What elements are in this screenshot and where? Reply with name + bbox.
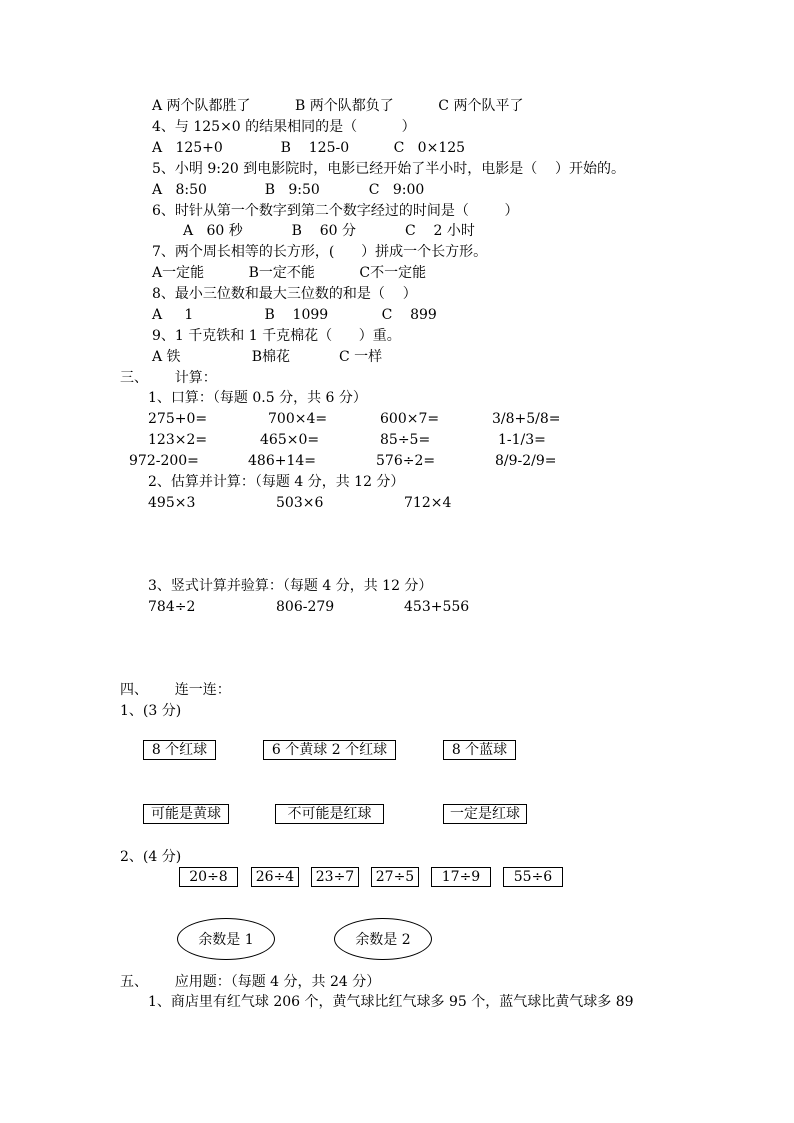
oral-item: 85÷5= bbox=[380, 432, 431, 448]
match-box-top[interactable]: 6 个黄球 2 个红球 bbox=[263, 740, 396, 760]
oral-item: 486+14= bbox=[248, 453, 316, 469]
q9-stem: 9、1 千克铁和 1 千克棉花（ ）重。 bbox=[152, 328, 401, 344]
division-box[interactable]: 26÷4 bbox=[251, 867, 299, 887]
section5-title: 五、 应用题：（每题 4 分，共 24 分） bbox=[120, 974, 381, 990]
q6-stem: 6、时针从第一个数字到第二个数字经过的时间是（ ） bbox=[152, 203, 519, 219]
matching-part2-label: 2、(4 分) bbox=[120, 849, 182, 865]
match-box-top[interactable]: 8 个红球 bbox=[143, 740, 216, 760]
oral-item: 123×2= bbox=[148, 432, 208, 448]
division-box[interactable]: 17÷9 bbox=[431, 867, 491, 887]
division-box[interactable]: 23÷7 bbox=[311, 867, 359, 887]
vertical-item: 806-279 bbox=[276, 599, 335, 615]
q4-options: A 125+0 B 125-0 C 0×125 bbox=[152, 140, 466, 156]
q7-stem: 7、两个周长相等的长方形，( ）拼成一个长方形。 bbox=[152, 244, 488, 260]
remainder-label: 余数是 1 bbox=[198, 932, 254, 948]
section3-title: 三、 计算： bbox=[120, 370, 217, 386]
division-box[interactable]: 27÷5 bbox=[371, 867, 419, 887]
oral-title: 1、口算：（每题 0.5 分，共 6 分） bbox=[148, 390, 367, 406]
vertical-item: 784÷2 bbox=[148, 599, 196, 615]
q3-options: A 两个队都胜了 B 两个队都负了 C 两个队平了 bbox=[152, 98, 524, 114]
oral-item: 576÷2= bbox=[376, 453, 436, 469]
division-box[interactable]: 55÷6 bbox=[503, 867, 563, 887]
oral-item: 700×4= bbox=[268, 411, 328, 427]
oral-item: 465×0= bbox=[260, 432, 320, 448]
remainder-label: 余数是 2 bbox=[355, 932, 411, 948]
q8-options: A 1 B 1099 C 899 bbox=[152, 307, 437, 323]
q4-stem: 4、与 125×0 的结果相同的是（ ） bbox=[152, 119, 416, 135]
match-box-bottom[interactable]: 不可能是红球 bbox=[275, 804, 384, 824]
word-problem-1: 1、商店里有红气球 206 个，黄气球比红气球多 95 个，蓝气球比黄气球多 89 bbox=[148, 994, 634, 1010]
oral-item: 1-1/3= bbox=[498, 432, 546, 448]
oral-item: 8/9-2/9= bbox=[495, 453, 557, 469]
q9-options: A 铁 B棉花 C 一样 bbox=[152, 349, 383, 365]
section4-title: 四、 连一连： bbox=[120, 682, 231, 698]
oral-item: 600×7= bbox=[380, 411, 440, 427]
oral-item: 3/8+5/8= bbox=[492, 411, 561, 427]
match-box-bottom[interactable]: 一定是红球 bbox=[443, 804, 527, 824]
match-box-top[interactable]: 8 个蓝球 bbox=[443, 740, 516, 760]
estimate-item: 503×6 bbox=[276, 495, 324, 511]
estimate-title: 2、估算并计算：（每题 4 分，共 12 分） bbox=[148, 474, 405, 490]
q7-options: A一定能 B一定不能 C不一定能 bbox=[152, 265, 427, 281]
match-box-bottom[interactable]: 可能是黄球 bbox=[143, 804, 229, 824]
q5-stem: 5、小明 9:20 到电影院时，电影已经开始了半小时，电影是（ ）开始的。 bbox=[152, 161, 626, 177]
remainder-oval[interactable] bbox=[334, 918, 432, 960]
division-box[interactable]: 20÷8 bbox=[179, 867, 238, 887]
q6-options: A 60 秒 B 60 分 C 2 小时 bbox=[183, 223, 475, 239]
vertical-title: 3、竖式计算并验算：（每题 4 分，共 12 分） bbox=[148, 578, 433, 594]
q5-options: A 8:50 B 9:50 C 9:00 bbox=[152, 182, 425, 198]
remainder-oval[interactable] bbox=[177, 918, 275, 960]
q8-stem: 8、最小三位数和最大三位数的和是（ ） bbox=[152, 286, 417, 302]
estimate-item: 495×3 bbox=[148, 495, 196, 511]
oral-item: 275+0= bbox=[148, 411, 208, 427]
oral-item: 972-200= bbox=[129, 453, 199, 469]
matching-part1-label: 1、(3 分) bbox=[120, 703, 182, 719]
vertical-item: 453+556 bbox=[404, 599, 470, 615]
estimate-item: 712×4 bbox=[404, 495, 452, 511]
